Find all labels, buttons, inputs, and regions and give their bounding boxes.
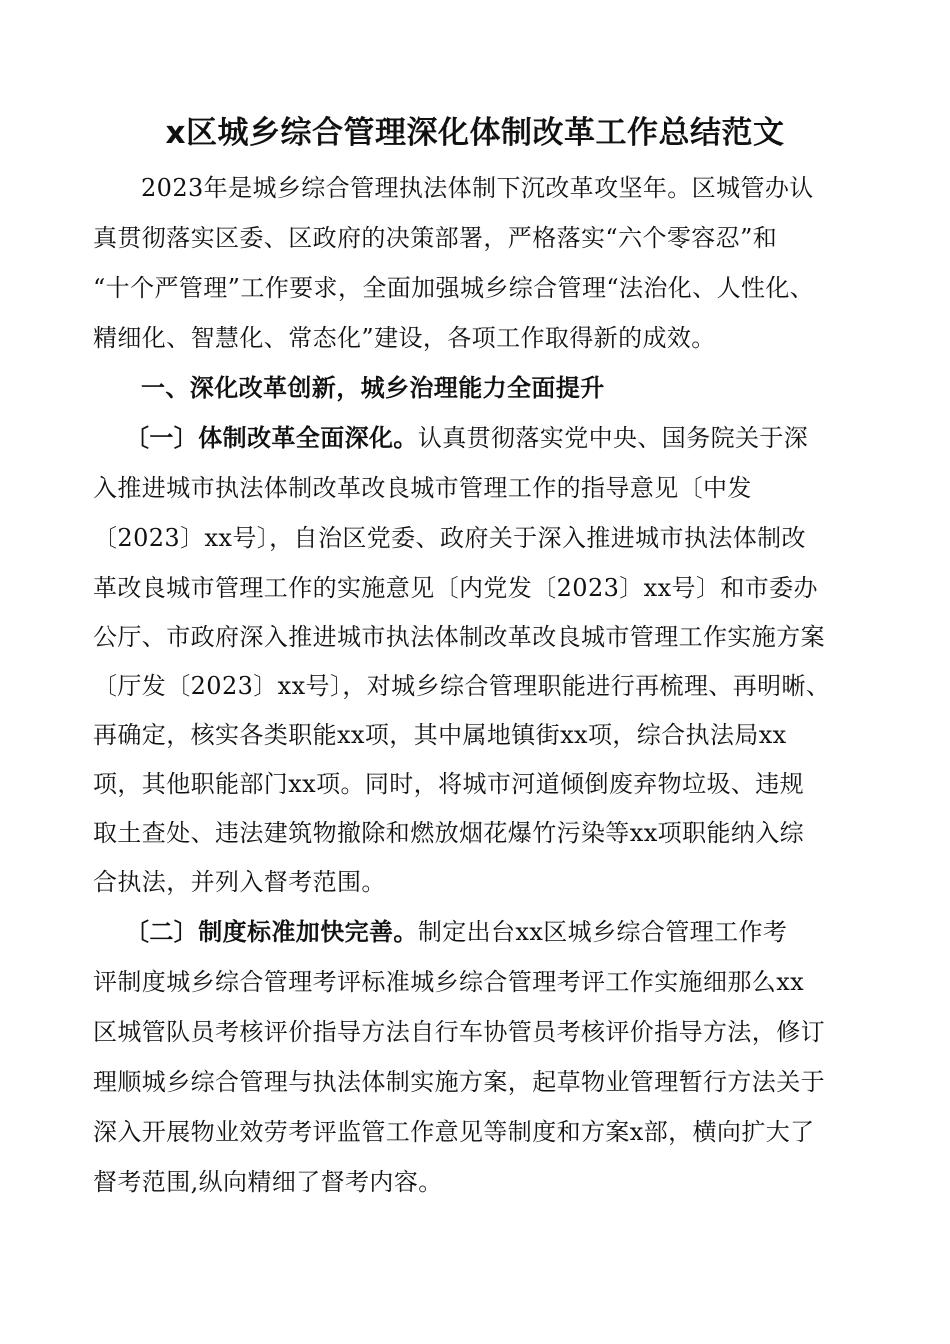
paragraph-line: 再确定，核实各类职能xx项，其中属地镇街xx项，综合执法局xx bbox=[93, 721, 787, 749]
paragraph-line: 〔2023〕xx号〕，自治区党委、政府关于深入推进城市执法体制改 bbox=[93, 524, 806, 552]
paragraph-line: 革改良城市管理工作的实施意见〔内党发〔2023〕xx号〕和市委办 bbox=[93, 574, 818, 602]
paragraph-line: 理顺城乡综合管理与执法体制实施方案，起草物业管理暂行方法关于 bbox=[93, 1068, 825, 1096]
subheading-lead: 〔二〕制度标准加快完善。 bbox=[125, 917, 418, 946]
subheading-lead: 〔一〕体制改革全面深化。 bbox=[125, 423, 418, 452]
paragraph-line: 评制度城乡综合管理考评标准城乡综合管理考评工作实施细那么xx bbox=[93, 968, 805, 996]
paragraph-line: 区城管队员考核评价指导方法自行车协管员考核评价指导方法，修订 bbox=[93, 1018, 825, 1046]
paragraph-line: 公厅、市政府深入推进城市执法体制改革改良城市管理工作实施方案 bbox=[93, 623, 825, 651]
paragraph-line: 取土查处、违法建筑物撤除和燃放烟花爆竹污染等xx项职能纳入综 bbox=[93, 819, 805, 847]
section-heading: 一、深化改革创新，城乡治理能力全面提升 bbox=[141, 374, 605, 402]
paragraph-line: 督考范围,纵向精细了督考内容。 bbox=[93, 1168, 443, 1196]
paragraph-line: 入推进城市执法体制改革改良城市管理工作的指导意见〔中发 bbox=[93, 474, 752, 502]
paragraph-line-with-lead bbox=[125, 912, 787, 952]
document-title: x区城乡综合管理深化体制改革工作总结范文 bbox=[165, 115, 785, 151]
paragraph-line: “十个严管理”工作要求，全面加强城乡综合管理“法治化、人性化、 bbox=[93, 274, 815, 302]
paragraph-line: 深入开展物业效劳考评监管工作意见等制度和方案x部，横向扩大了 bbox=[93, 1118, 815, 1146]
paragraph-line: 真贯彻落实区委、区政府的决策部署，严格落实“六个零容忍”和 bbox=[93, 224, 778, 252]
paragraph-line: 合执法，并列入督考范围。 bbox=[93, 868, 386, 896]
paragraph-line: 〔厅发〔2023〕xx号〕，对城乡综合管理职能进行再梳理、再明晰、 bbox=[93, 672, 831, 700]
paragraph-text: 认真贯彻落实党中央、国务院关于深 bbox=[417, 424, 809, 452]
paragraph-line: 精细化、智慧化、常态化”建设，各项工作取得新的成效。 bbox=[93, 324, 716, 352]
paragraph-text: 制定出台xx区城乡综合管理工作考 bbox=[417, 918, 788, 946]
paragraph-line: 项，其他职能部门xx项。同时，将城市河道倾倒废弃物垃圾、违规 bbox=[93, 770, 805, 798]
paragraph-line: 2023年是城乡综合管理执法体制下沉改革攻坚年。区城管办认 bbox=[141, 174, 814, 202]
paragraph-line-with-lead bbox=[125, 418, 808, 458]
